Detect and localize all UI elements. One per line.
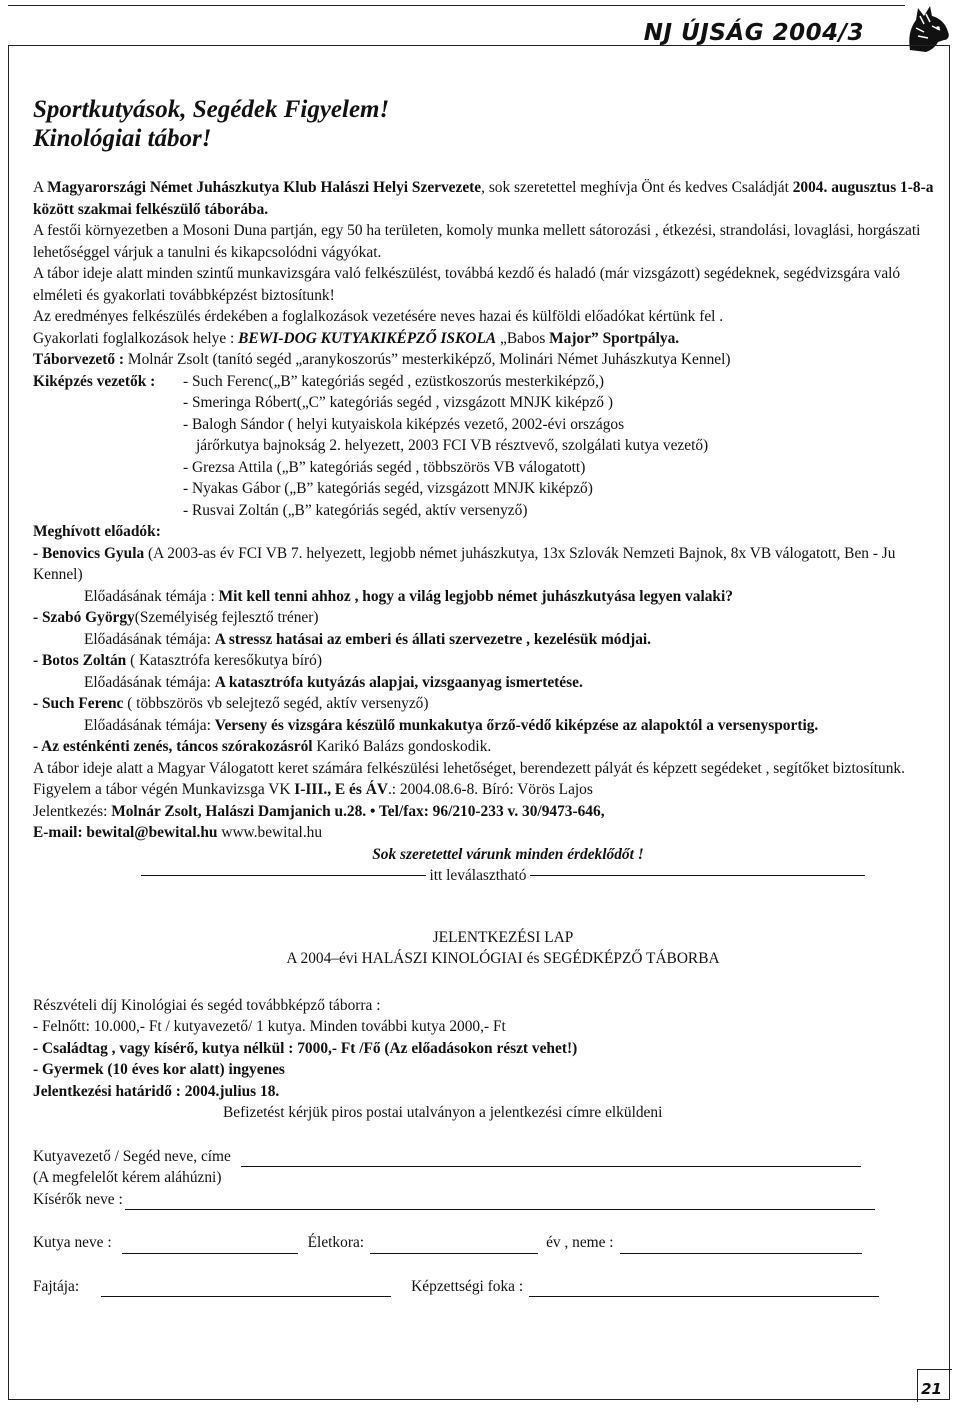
topic-label: Előadásának témája : bbox=[84, 587, 219, 605]
evening-line bbox=[33, 736, 943, 758]
evening-text: Karikó Balázs gondoskodik. bbox=[312, 738, 492, 755]
deadline-text: Jelentkezési határidő : 2004.julius 18. bbox=[33, 1082, 280, 1100]
intro-paragraph bbox=[33, 177, 943, 220]
venue-mid: „Babos bbox=[500, 329, 550, 347]
trainer-item: - Balogh Sándor ( helyi kutyaiskola kiképzés vezető, 2002-évi országos bbox=[183, 415, 625, 433]
cut-dash-left bbox=[141, 875, 426, 876]
intro-prefix: A bbox=[33, 179, 48, 196]
article-body bbox=[33, 95, 943, 1297]
contact-line bbox=[33, 801, 943, 823]
camp-date: 2004. augusztus 1-8-a között szakmai felkészülő táborába. bbox=[33, 179, 934, 218]
guest-1 bbox=[33, 543, 943, 586]
guest-1-name: - Benovics Gyula bbox=[33, 544, 145, 562]
guest-2-name: - Szabó György bbox=[33, 609, 135, 626]
guest-2-topic bbox=[33, 629, 943, 651]
topic-text: A stressz hatásai az emberi és állati szervezetre , kezelésük módjai. bbox=[214, 630, 652, 648]
leader-line bbox=[33, 349, 943, 371]
email-address[interactable]: E-mail: bewital@bewital.hu bbox=[33, 824, 218, 841]
form-fields bbox=[33, 1146, 943, 1298]
cut-line bbox=[33, 865, 943, 887]
trainer-item: - Grezsa Attila („B” kategóriás segéd , többszörös VB válogatott) bbox=[183, 458, 586, 476]
guests-heading bbox=[33, 521, 943, 543]
topic-text: A katasztrófa kutyázás alapjai, vizsgaanyag ismertetése. bbox=[214, 673, 583, 691]
field-level-input[interactable] bbox=[529, 1280, 879, 1297]
field-row-dog bbox=[33, 1232, 943, 1254]
field-age-label: Életkora: bbox=[307, 1234, 365, 1251]
field-dog-input[interactable] bbox=[122, 1237, 298, 1254]
fees-intro: Részvételi díj Kinológiai és segéd továbbképző táborra : bbox=[33, 996, 381, 1014]
field-gender-input[interactable] bbox=[620, 1237, 862, 1254]
lecturers-paragraph: Az eredményes felkészülés érdekében a foglalkozások vezetésére neves hazai és külföldi előadókat kértünk fel . bbox=[33, 308, 724, 325]
field-row-name bbox=[33, 1146, 943, 1168]
topic-label: Előadásának témája: bbox=[84, 716, 215, 734]
article-title-line1: Sportkutyások, Segédek Figyelem! bbox=[33, 96, 390, 123]
field-row-companions bbox=[33, 1189, 943, 1211]
trainer-item: - Nyakas Gábor („B” kategóriás segéd, vizsgázott MNJK kiképző) bbox=[183, 480, 593, 497]
page-number: 21 bbox=[921, 1380, 942, 1398]
leader-label: Táborvezető : bbox=[33, 351, 125, 368]
field-row-breed bbox=[33, 1276, 943, 1298]
trainer-item: - Rusvai Zoltán („B” kategóriás segéd, aktív versenyző) bbox=[183, 501, 528, 519]
field-name-input[interactable] bbox=[241, 1150, 861, 1167]
exam-prefix: Figyelem a tábor végén Munkavizsga VK bbox=[33, 781, 295, 798]
field-companions-label: Kísérők neve : bbox=[33, 1190, 123, 1208]
organizer-name: Magyarországi Német Juhászkutya Klub Halászi Helyi Szervezete bbox=[47, 179, 482, 196]
field-name-note: (A megfelelőt kérem aláhúzni) bbox=[33, 1169, 222, 1186]
field-name-label: Kutyavezető / Segéd neve, címe bbox=[33, 1147, 231, 1165]
fee-adult: - Felnőtt: 10.000,- Ft / kutyavezető/ 1 kutya. Minden további kutya 2000,- Ft bbox=[33, 1018, 506, 1035]
form-title: JELENTKEZÉSI LAP bbox=[432, 928, 574, 946]
fee-child bbox=[33, 1059, 943, 1081]
topic-label: Előadásának témája: bbox=[84, 630, 215, 648]
exam-line bbox=[33, 779, 943, 801]
magazine-title: NJ ÚJSÁG 2004/3 bbox=[643, 20, 864, 46]
guest-4 bbox=[33, 693, 943, 715]
intro-rest: , sok szeretettel meghívja Önt és kedves Családját bbox=[481, 179, 789, 196]
field-level-label: Képzettségi foka : bbox=[411, 1277, 524, 1295]
trainers-block bbox=[33, 371, 943, 522]
fee-family bbox=[33, 1038, 943, 1060]
field-dog-label: Kutya neve : bbox=[33, 1234, 112, 1251]
guest-4-name: - Such Ferenc bbox=[33, 695, 124, 712]
article-title-line2: Kinológiai tábor! bbox=[33, 125, 212, 152]
fee-child-text: - Gyermek (10 éves kor alatt) ingyenes bbox=[33, 1061, 285, 1078]
deadline bbox=[33, 1081, 943, 1103]
contact-prefix: Jelentkezés: bbox=[33, 802, 112, 820]
topic-label: Előadásának témája: bbox=[84, 673, 215, 691]
trainer-item: - Smeringa Róbert(„C” kategóriás segéd , vizsgázott MNJK kiképző ) bbox=[183, 394, 613, 411]
field-companions-input[interactable] bbox=[125, 1193, 875, 1210]
website-link[interactable]: www.bewital.hu bbox=[217, 824, 323, 841]
contact-details: Molnár Zsolt, Halászi Damjanich u.28. • Tel/fax: 96/210-233 v. 30/9473-646, bbox=[111, 802, 605, 820]
trainers-label: Kiképzés vezetők : bbox=[33, 372, 156, 390]
guest-3 bbox=[33, 650, 943, 672]
topic-text: Mit kell tenni ahhoz , hogy a világ legjobb német juhászkutyása legyen valaki? bbox=[218, 587, 733, 605]
exam-rest: .: 2004.08.6-8. Bíró: Vörös Lajos bbox=[387, 781, 593, 798]
form-subtitle: A 2004–évi HALÁSZI KINOLÓGIAI és SEGÉDKÉPZŐ TÁBORBA bbox=[286, 950, 720, 967]
location-paragraph: A festői környezetben a Mosoni Duna partján, egy 50 ha területen, komoly munka mellett sátorozási , étkezési, strandolási, lovaglási, horgászati lehetőséggel várjuk a tanulni és kikapcsolódni vágyókat. bbox=[33, 222, 921, 261]
guest-1-topic bbox=[33, 586, 943, 608]
venue-school: BEWI-DOG KUTYAKIKÉPZŐ ISKOLA bbox=[238, 329, 497, 347]
trainer-item-continued: járőrkutya bajnokság 2. helyezett, 2003 FCI VB résztvevő, szolgálati kutya vezető) bbox=[196, 437, 709, 454]
field-year-label: év , neme : bbox=[546, 1234, 614, 1251]
closing-text: Sok szeretettel várunk minden érdeklődőt ! bbox=[372, 845, 644, 863]
cut-dash-right bbox=[530, 875, 865, 876]
guest-3-topic bbox=[33, 672, 943, 694]
payment-note: Befizetést kérjük piros postai utalványon a jelentkezési címre elküldeni bbox=[223, 1104, 663, 1121]
venue-line bbox=[33, 328, 943, 350]
guests-label: Meghívott előadók: bbox=[33, 523, 161, 540]
cut-text: itt leválasztható bbox=[429, 867, 527, 884]
guest-3-name: - Botos Zoltán bbox=[33, 652, 127, 669]
guest-3-text: ( Katasztrófa keresőkutya bíró) bbox=[126, 652, 322, 669]
evening-bold: - Az esténkénti zenés, táncos szórakozásról bbox=[33, 738, 313, 755]
topic-text: Verseny és vizsgára készülő munkakutya őrző-védő kiképzése az alapoktól a versenysportig. bbox=[214, 716, 819, 734]
leader-text: Molnár Zsolt (tanító segéd „aranykoszorús” mesterkiképző, Molinári Német Juhászkutya Kennel) bbox=[124, 351, 731, 368]
team-paragraph: A tábor ideje alatt a Magyar Válogatott keret számára felkészülési lehetőséget, berendezett pályát és képzett segédeket , segítőket biztosítunk. bbox=[33, 759, 905, 777]
trainers-list bbox=[183, 371, 708, 522]
fee-family-text: - Családtag , vagy kísérő, kutya nélkül : 7000,- Ft /Fő (Az előadásokon részt vehet!) bbox=[33, 1039, 578, 1057]
venue-prefix: Gyakorlati foglalkozások helye : bbox=[33, 329, 239, 347]
field-breed-input[interactable] bbox=[101, 1280, 391, 1297]
guest-1-text: (A 2003-as év FCI VB 7. helyezett, legjobb német juhászkutya, 13x Szlovák Nemzeti Bajnok, 8x VB válogatott, Ben - Ju Kennel) bbox=[33, 544, 896, 583]
guest-2 bbox=[33, 607, 943, 629]
guest-4-text: ( többszörös vb selejtező segéd, aktív versenyző) bbox=[123, 695, 429, 712]
field-age-input[interactable] bbox=[370, 1237, 538, 1254]
trainer-item: - Such Ferenc(„B” kategóriás segéd , ezüstkoszorús mesterkiképző,) bbox=[183, 372, 604, 390]
field-breed-label: Fajtája: bbox=[33, 1277, 80, 1295]
venue-field: Major” Sportpálya bbox=[549, 329, 676, 347]
training-paragraph: A tábor ideje alatt minden szintű munkavizsgára való felkészülést, továbbá kezdő és haladó (már vizsgázott) segédeknek, segédvizsgára való elméleti és gyakorlati továbbképzést biztosítunk! bbox=[33, 265, 901, 304]
guest-2-text: (Személyiség fejlesztő tréner) bbox=[134, 609, 319, 626]
exam-types: I-III., E és ÁV bbox=[294, 781, 388, 798]
closing-line bbox=[33, 844, 943, 866]
venue-dot: . bbox=[675, 329, 680, 347]
guest-4-topic bbox=[33, 715, 943, 737]
email-line bbox=[33, 822, 943, 844]
